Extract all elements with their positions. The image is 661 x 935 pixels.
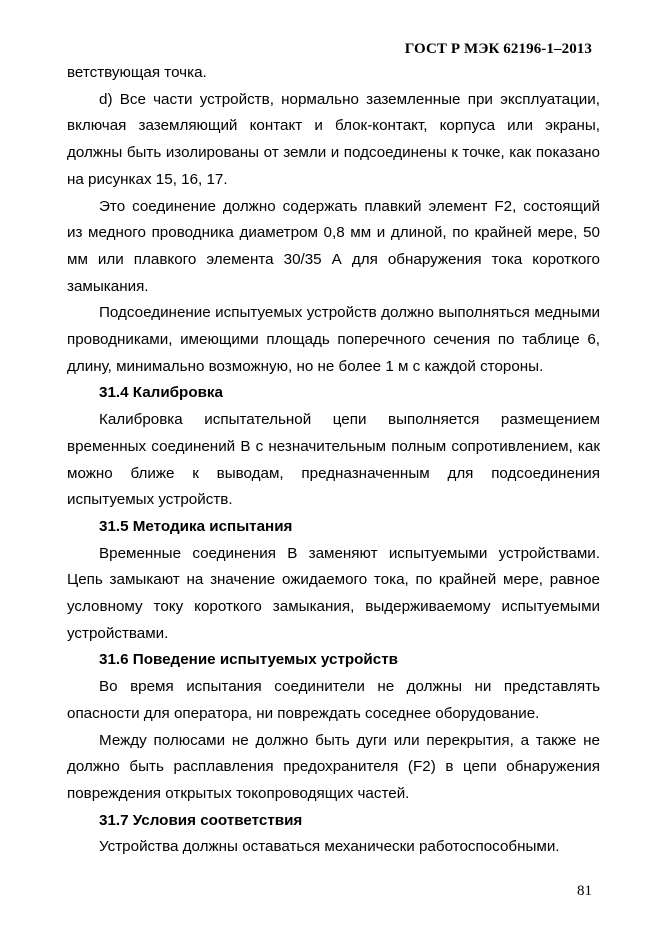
section-heading-31-4: 31.4 Калибровка xyxy=(99,384,223,402)
section-heading-31-5: 31.5 Методика испытания xyxy=(99,517,293,535)
paragraph-calibration: Калибровка испытательной цепи выполняется размещением временных соединений В с незначительным полным сопротивлением, как можно ближе к выводам, предназначенным для подсоединения испытуемых устройств. xyxy=(67,411,600,509)
page-number: 81 xyxy=(577,883,592,899)
document-code-header: ГОСТ Р МЭК 62196-1–2013 xyxy=(404,41,592,57)
paragraph-connection: Подсоединение испытуемых устройств должно выполняться медными проводниками, имеющими площадь поперечного сечения по таблице 6, длину, минимально возможную, но не более 1 м с каждой стороны. xyxy=(67,304,600,375)
document-body xyxy=(67,60,600,861)
paragraph-compliance: Устройства должны оставаться механически работоспособными. xyxy=(99,838,560,856)
paragraph-continuation: ветствующая точка. xyxy=(67,64,207,81)
section-heading-31-7: 31.7 Условия соответствия xyxy=(99,811,303,829)
section-heading-31-6: 31.6 Поведение испытуемых устройств xyxy=(99,651,398,669)
paragraph-behaviour-1: Во время испытания соединители не должны ни представлять опасности для оператора, ни повреждать соседнее оборудование. xyxy=(67,678,600,722)
paragraph-fuse-element: Это соединение должно содержать плавкий элемент F2, состоящий из медного проводника диаметром 0,8 мм и длиной, по крайней мере, 50 мм или плавкого элемента 30/35 А для обнаружения тока короткого замыкания. xyxy=(67,197,600,295)
paragraph-test-method: Временные соединения В заменяют испытуемыми устройствами. Цепь замыкают на значение ожидаемого тока, по крайней мере, равное условному току короткого замыкания, выдерживаемому испытуемыми устройствами. xyxy=(67,544,600,642)
paragraph-behaviour-2: Между полюсами не должно быть дуги или перекрытия, а также не должно быть расплавления предохранителя (F2) в цепи обнаружения повреждения открытых токопроводящих частей. xyxy=(67,731,600,802)
paragraph-item-d: d) Все части устройств, нормально заземленные при эксплуатации, включая заземляющий контакт и блок-контакт, корпуса или экраны, должны быть изолированы от земли и подсоединены к точке, как показано на рисунках 15, 16, 17. xyxy=(67,90,600,188)
